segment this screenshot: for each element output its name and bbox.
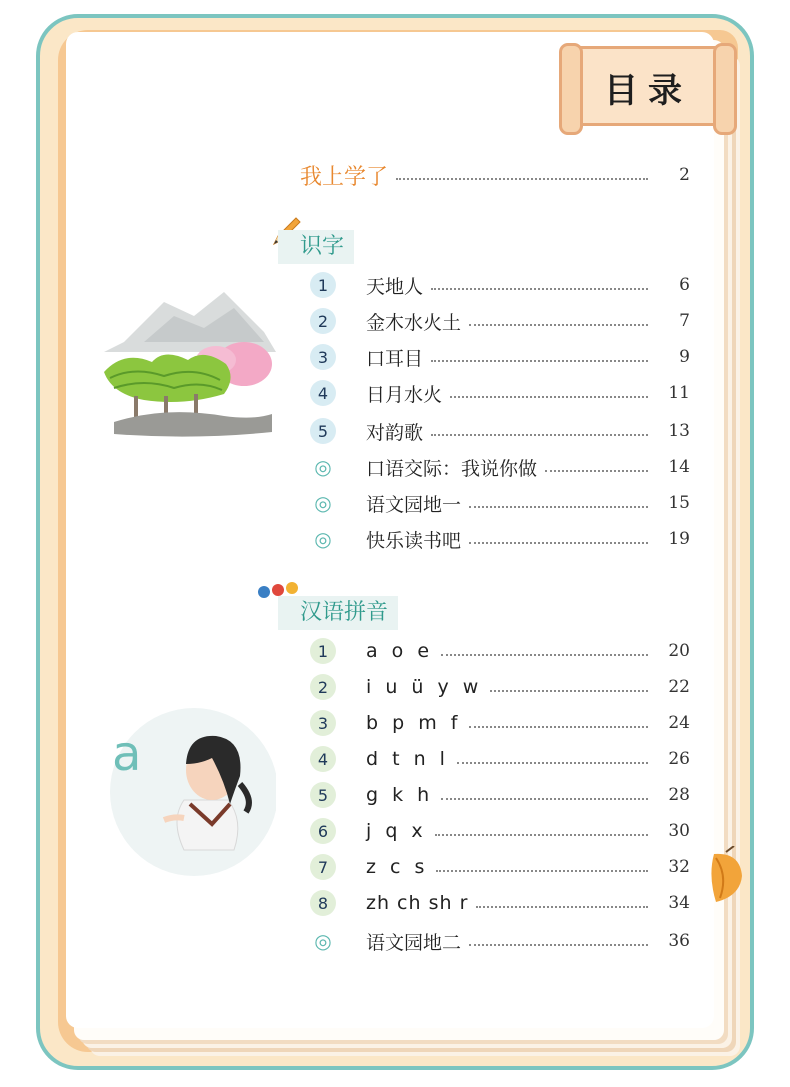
- toc-entry-label: 快乐读书吧: [366, 529, 462, 552]
- lesson-number-badge: 8: [310, 890, 336, 916]
- toc-page-number: 34: [668, 893, 690, 913]
- toc-entry[interactable]: [310, 270, 690, 300]
- section-heading-literacy: 识字: [278, 230, 354, 264]
- toc-entry-label: d t n l: [366, 748, 449, 770]
- lesson-number-badge: 2: [310, 674, 336, 700]
- dot-leader: [490, 690, 648, 692]
- dot-leader: [435, 834, 648, 836]
- page-title: 目录: [604, 71, 692, 111]
- toc-page-number: 15: [668, 493, 690, 513]
- toc-page-number: 36: [668, 931, 690, 951]
- toc-entry[interactable]: [310, 708, 690, 738]
- toc-page-number: 11: [668, 383, 690, 403]
- leaf-icon: [706, 846, 746, 906]
- lesson-number-badge: 3: [310, 710, 336, 736]
- toc-entry-intro[interactable]: [300, 160, 690, 190]
- lesson-number-badge: 2: [310, 308, 336, 334]
- lesson-number-badge: 4: [310, 746, 336, 772]
- toc-entry-label: 对韵歌: [366, 421, 424, 444]
- toc-entry[interactable]: [310, 672, 690, 702]
- toc-entry-label: 我上学了: [300, 164, 389, 190]
- toc-page-number: 9: [679, 347, 690, 367]
- toc-entry-label: 口耳目: [366, 347, 424, 370]
- toc-entry[interactable]: [310, 342, 690, 372]
- toc-page-number: 7: [679, 311, 690, 331]
- toc-page-number: 2: [679, 165, 690, 185]
- toc-entry[interactable]: [310, 636, 690, 666]
- dot-leader: [441, 798, 648, 800]
- dot-leader: [469, 542, 648, 544]
- dot-leader: [431, 434, 648, 436]
- toc-entry[interactable]: [310, 378, 690, 408]
- toc-page-number: 14: [668, 457, 690, 477]
- toc-entry[interactable]: [310, 488, 690, 518]
- toc-entry-label: j q x: [366, 820, 427, 842]
- toc-entry-label: z c s: [366, 856, 429, 878]
- lesson-number-badge: 3: [310, 344, 336, 370]
- lesson-number-badge: 1: [310, 638, 336, 664]
- toc-page-number: 30: [668, 821, 690, 841]
- toc-entry-label: 语文园地一: [366, 493, 462, 516]
- toc-entry[interactable]: [310, 452, 690, 482]
- dot-leader: [436, 870, 648, 872]
- dot-leader: [476, 906, 648, 908]
- toc-entry-label: i u ü y w: [366, 676, 483, 698]
- ring-marker-icon: ◎: [314, 929, 332, 953]
- dot-leader: [469, 944, 648, 946]
- toc-entry[interactable]: [310, 744, 690, 774]
- toc-page-number: 24: [668, 713, 690, 733]
- toc-entry[interactable]: [310, 306, 690, 336]
- toc-entry-label: a o e: [366, 640, 434, 662]
- ring-marker-icon: ◎: [314, 527, 332, 551]
- toc-entry[interactable]: [310, 852, 690, 882]
- toc-entry[interactable]: [310, 926, 690, 956]
- toc-page-number: 22: [668, 677, 690, 697]
- dot-leader: [450, 396, 648, 398]
- toc-page-number: 26: [668, 749, 690, 769]
- toc-page-number: 28: [668, 785, 690, 805]
- toc-entry-label: 天地人: [366, 275, 424, 298]
- toc-entry-label: 日月水火: [366, 383, 443, 406]
- illustration-letter: a: [112, 726, 142, 782]
- toc-page-number: 13: [668, 421, 690, 441]
- toc-entry[interactable]: [310, 816, 690, 846]
- lesson-number-badge: 5: [310, 782, 336, 808]
- toc-entry-label: b p m f: [366, 712, 462, 734]
- lesson-number-badge: 1: [310, 272, 336, 298]
- dot-leader: [431, 360, 648, 362]
- dot-leader: [469, 726, 648, 728]
- toc-page-number: 19: [668, 529, 690, 549]
- toc-entry[interactable]: [310, 888, 690, 918]
- toc-entry-label: g k h: [366, 784, 434, 806]
- dot-leader: [457, 762, 648, 764]
- dot-leader: [396, 178, 648, 180]
- ring-marker-icon: ◎: [314, 491, 332, 515]
- lesson-number-badge: 5: [310, 418, 336, 444]
- dot-leader: [431, 288, 648, 290]
- toc-page-number: 32: [668, 857, 690, 877]
- title-scroll: [568, 46, 728, 126]
- trees-mountain-illustration: [104, 282, 276, 442]
- toc-entry[interactable]: [310, 524, 690, 554]
- toc-entry-label: 语文园地二: [366, 931, 462, 954]
- toc-page-number: 6: [679, 275, 690, 295]
- section-heading-pinyin: 汉语拼音: [278, 596, 398, 630]
- toc-entry-label: 口语交际：我说你做: [366, 457, 538, 480]
- ring-marker-icon: ◎: [314, 455, 332, 479]
- lesson-number-badge: 4: [310, 380, 336, 406]
- toc-entry-label: zh ch sh r: [366, 892, 469, 914]
- lesson-number-badge: 7: [310, 854, 336, 880]
- toc-entry[interactable]: [310, 416, 690, 446]
- dot-leader: [545, 470, 648, 472]
- lesson-number-badge: 6: [310, 818, 336, 844]
- dot-leader: [469, 324, 648, 326]
- toc-page-number: 20: [668, 641, 690, 661]
- toc-entry-label: 金木水火土: [366, 311, 462, 334]
- toc-entry[interactable]: [310, 780, 690, 810]
- dot-leader: [469, 506, 648, 508]
- dot-leader: [441, 654, 648, 656]
